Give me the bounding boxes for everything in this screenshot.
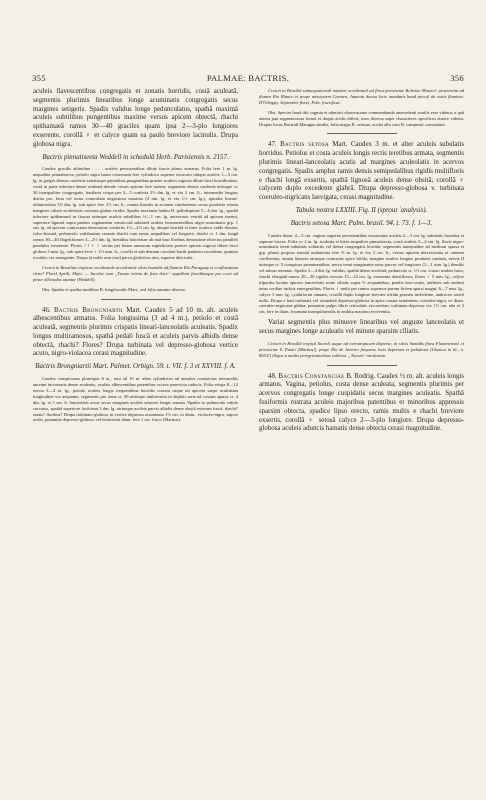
text-paragraph: aculeis flavescentibus congregatis et zonatis horridis, costâ aculeatâ, segmentis plurimis linearibus longe acuminatis congregatis secus margines setigeris. Spadix validus longe pedunculatus, spathâ maximâ aculeis subtilibus pungentibus maxime versus apicem obtectâ, rhachi spithamaeâ ramos 30—40 graciles quam ipsa 2—3-plo longiores exserente, corollâ ♀ et calyce quam ea paulo breviore lacinulis. Drupa globosa nigra. — [33, 88, 238, 148]
section-divider — [101, 299, 171, 300]
species-author: Mart. — [122, 306, 145, 314]
species-number: 48. — [268, 372, 279, 380]
species-number: 46. — [42, 306, 55, 314]
species-name: Bactris Constanciae — [278, 372, 345, 380]
page-number-right: 356 — [450, 73, 464, 83]
right-column — [259, 88, 464, 778]
habitat-note: Crescit in Brasiliae tropicae occidentale accidentale silvis humidis ad flumine Rio Paraguay et confluentium rivas? Florel Aprili, Majo. — Incolae eam „Tucum mirim de fixta doce“ appellant fructibusque pro cocò ad pinxe ollicindas utuntur (Weddell). — [33, 264, 238, 282]
page-number-left: 355 — [32, 73, 46, 83]
habitat-note: Crescit in Brasiliâ subaequatoriali maxime occidentali ad flora provinciae Boliviae Matoto², praesertim ad flumen Rio Blanco et prope missionem Carmen, Juanota docua locis inundatis haud procul ab ostiis fluminis: D'Orbigny. Septembri floret, Febr. fructificat. — [259, 88, 464, 105]
citation-line: Bactris pinnatiseeta Weddell in schedulâ Herb. Parisiensis n. 2157. — [42, 153, 229, 161]
description-paragraph: Caudex conspicuous pluresque 6 m., raro ad 10 m. altus cylindricus ad annulos constrictus internodiis aureum incrassatis dense aculeatis, aculeis albescentibus patentibus octave praevicta caducis. Folia erispa 8—12 erecta 3—4 m. lg.; petiolo aculeis longis frequentibus horridis costam usque ad apicem saepe aculeatam longitudine vix aequante; segmentis pro ieme cr. 50 utrinque uniloeverta in depluii serie ad costam sparsa cr. 4 dm. lg. et 3 cm. lt. lanceolatis acuis secus margines aculeis setaceis longis armata. Spadix in pedunculo valido curvatus, spathâ superiore fusiformi 3 dm. lg. utrimque aculeis parvis albidis dense obsitâ exterum fuscâ, rhachi? ramis? floribus? Drupa turbinato-globosa in vertice depresso acuminata 1½ cm. in diam., violaceo-nigra, sapore acido, putamine depresso-globoso vel lenticulari diam. fere 1 cm. fusco (Martius). — [33, 376, 238, 423]
species-name: Bactris Brongniartii — [54, 306, 123, 314]
description-paragraph: Obs. Spadix et spatha similibus B. longifrondis Mart., sed folia omnino diversa. — [42, 286, 186, 292]
species-entry — [33, 307, 238, 360]
description-paragraph: Caudex diam. 4—5 cm. vaginis superne persistentibus incrassatus aculeis 2—3 cm. lg. subulatis horridus et superne fuscus. Folia cr. 2 m. lg. aculeata et bivia aequaliter pinnatisecta, costâ aculeis 3—4 cm. lg. flavis nigro-acuminatis tereti-subulatis solitariis vel densa congregatis horrida; segmentis inaequaliter ad medium sparsa et grp. plures propius remotâ unilaterata fere ⅔ m. lg. et vix 3 cm. lt., versus apicem decrescentia et omnem confluentia, omnia linearia utrinque contractis apice bifida, margine aculeis longius produeta caudata, nervis II utrinque cr. 5 conspicue prominentibus, nervo tenui marginante setas parvas vel longiores (1—1 mm. lg.) densâis vel minus remotas. Spadix 3—4 dm. lg. validus, spathâ dense aculeatâ, pedunculo cr. 1½ cm. crasso aculeis hirto, rhachi elongatâ ramos 20—30 rigidos erectos 15—14 cm. lg. exserente densifloros; flores ♂ 5 mm. lg., calyce tripartita lacinis apicem lanceolatis acute ciliatis supra ⅓ acquantibus, petalis lato-ovatis, antheris sub anthesi intus cordiae incluis emergentibus. Flores ♀ multi per ramos supernos parum ficiem sparsi magni, 6—7 mm. lg., calyce 3 mm. lg. cyathiformi sinuato, corollâ duplo longiore breviter trifida germen includente, androceo sterili nullo. Drupa e basi turbinatâ vel rotundatâ depresso-globosa in apice ornata semiintens coeruleo-nigra, ex diam. coeruleo-nigricans glabra, putamine pulpo fibris reticulatis viscondrato turbinato-depressa vix 1½ cm. alta et 2 cm. fere in diam. foramina inaequilateralis in ambitu maximo evolventia. — [259, 232, 464, 315]
species-diagnosis: Caudex ½ m. alt. aculeis longis armatus. Vagina, petiolus, costa dense aculeata, segmentis plurimis per acervos congregatis longe cuspidatis secus margines aculeatis. Spathâ fusiformis rostrata aculeis majoribus patentibus et minoribus appressis sparsim obtecta, spadice lipso erecto, ramis multis e rhachi breviore exsertis, corollâ ♀ setosâ calyce 2—3-plo longiore. Drupa depresso-globosa aculeis aduncis hamatis dense obtecta cerasi magnitudine. — [259, 372, 464, 433]
description-paragraph: Obs. Species haud tibi cognita et ulteriori observatione commendanda antecedenti similis esse videtur, a quâ autem jam segmentorum formâ et drupis acidis differt; mox diversa super characteres specificos sistere videtur. Drupas lucus Bactridi Maragus similis, folia magis B. setosae, aculei albi cum B. campestri conveniunt. — [259, 109, 464, 127]
running-head — [32, 73, 464, 85]
species-entry — [259, 141, 464, 203]
text-paragraph: Variat segmentis plus minusve linearibus vel anguste lanceolatis et secus margines longe aculeatis vel minute sparsim ciliatis. — [259, 319, 464, 336]
species-author: B. Rodrig. — [344, 372, 378, 380]
left-column — [33, 88, 238, 778]
habitat-note: Crescit in Brasiliâ tropicâ litorali usque ad extratropicam disperse, in silvis humidis flava Fluminensis! et provinciae S. Paulo (Martius!), prope Rio de Janeiro frequens locis depressis et paludosis (Glaziou in lit., n. 8052!) illique a multis peregrinatoribus collecta. „Tucum“ incolarum. — [259, 340, 464, 358]
citation-line: Tabula nostra LXXIII. Fig. II (sprout ̕ analysis). — [295, 207, 428, 215]
section-divider — [327, 133, 397, 134]
citation-line: Bactris Brongniartii Mart. Palmet. Orbign. 59. t. VII. f. 3 et XXVIII. f. A. — [35, 363, 236, 371]
citation-line: Bactris setosa Mart. Palm. brasil. 94. t. 73. f. 1—3. — [290, 219, 433, 227]
species-diagnosis: Caudex 5 ad 10 m. alt. aculeis albescentibus armatus. Folia longissima (3 ad 4 m.), petiolo et costâ aculeatâ, segmentis plurimis crispatis lineari-lanceolatis aculeatis. Spadix longus multiramosus, spathâ pedali fuscâ et aculeis parvis albidis dense obtectâ, rhachi? Flores? Drupa turbinata vel depresso-globosa verticе acuto, nigro-violacea cerasi magnitudine. — [33, 306, 238, 358]
species-entry — [259, 373, 464, 435]
description-paragraph: Caudex gracilis altitudine . . . . aculeis persistentibus dilute fuscis planis armatus. Folia fere 1 m. lg. aequaliter pinnatisecta, petiolo supra basin convexum fere cylindrico superne excavato ubique aculeis 1—3 cm. lg. in greges densos confertis zonatisque patentibus pungentibus praeter aculeos nigrosa dilute fusci horridissimo, costâ in parte inferiore dense aculeatâ deinde versus apicem fere inermi; segmentis densis confertis utrinque cr. 30 inaequaliter congregatis, basilaria crispa per 3—5 conferta 2½ dm. lg. et vix 2 cm. lt., intermedia longius distita pro, bina vel terna conocalata angustiora maxima (4 dm. lg. et vix 1½ cm. lg.), apicalia lineari-oblanceolata 3½ dm. lg. sub apice fere 2½ cm. lt., omnia lineatis in acumen cunduriense secus produeta verum margines ciliato-aculeolatis coterum glabra viridia. Spadix maximus habitu B. pallidispinae 5—6 dm. lg., spathâ inferiore spithamaeâ in fissura utrinque aculeis subtilibus ⅓—1 cm. lg. aureorasis vestitâ ad apicem inermi, superiore lignosâ supra partem vaginantem ventricosâ subtraeâ aculeis ferrumentalibus nigro-acuminatis grp. 1 cm. lg. ad apicem contractum densissime confertis 1½—2½ cm. lg. ubique horridâ et inter aculeos valde dissitos fulvo-hirsutâ, pedunculo validissimo cerante rhachi cum ramis aequalibus vel longiore, rhachi cr. 1 dm. longâ ramos 30—40 flageliformes 3—2½ dm. lg. breuibus bracteatae ab imâ basi floribus densissime obtectos paralleli pendulos exserente. Flores ♂? ♀ ♀ ravins per lotam ramorum superficiem praeter apicem nigrosi dilute fusci globosi 3 mm. lg., sub apice leve ♀ 2½ mm. lt., corolla et sub demum circulari basili pauleem excedente, granino ovoideo vix emergente. Drupa (a nobis non visa) parva globulosa atra, superne dulcicula. — [33, 166, 238, 260]
species-number: 47. — [268, 141, 281, 149]
species-diagnosis: Caudex 3 m. et alter aculeis subulatis horridus. Petiolus et costa aculeis longis rectis teretibus armata, segmentis plurimis lineari-lanceolatis acutis ad margines aculeolatis in acervos congregatis. Spadix amplus ramis densis semipedalibus rigidis multifloris e rhachi longâ exsertis, spathâ lignosâ aculeis dense obsitâ, corollâ ♀ calycem duplo excedente glabrâ. Drupa depresso-globosa v. turbinata coeruleo-nigricans laevigata, cerasi magnitudine. — [259, 141, 464, 202]
section-divider — [327, 365, 397, 366]
species-name: Bactris setosa — [280, 141, 329, 149]
running-title: PALMAE: BACTRIS. — [206, 73, 290, 83]
species-author: Mart. — [328, 141, 351, 149]
